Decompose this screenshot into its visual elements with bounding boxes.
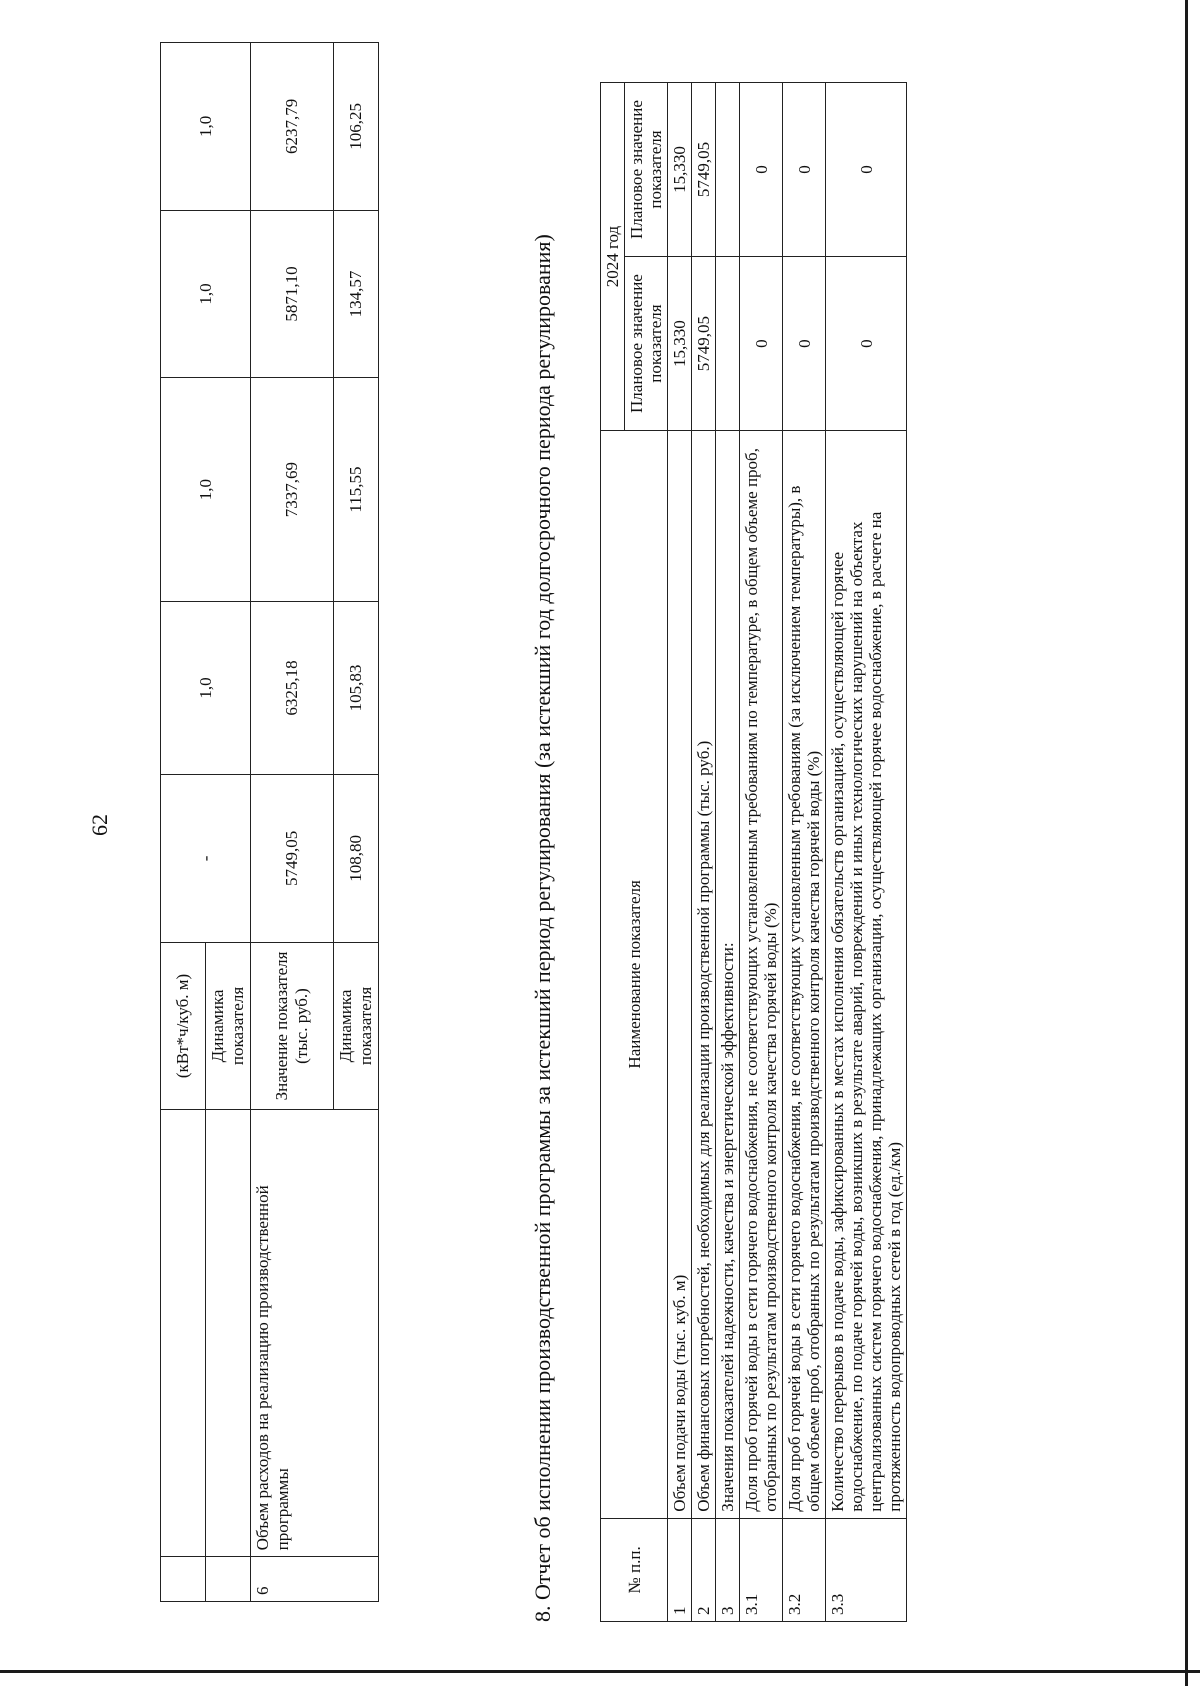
row-value: 0: [826, 257, 907, 431]
column-header-year: 2024 год: [601, 83, 625, 431]
dynamics-value: 1,0: [161, 601, 251, 774]
row-value: [716, 83, 740, 257]
table-row: [161, 43, 206, 1602]
row-number: 3.1: [740, 1518, 783, 1621]
row-number: 3: [716, 1518, 740, 1621]
dynamics-cell: 134,57: [334, 210, 379, 378]
value-label: Значение показателя (тыс. руб.): [251, 942, 334, 1110]
table-row: [692, 83, 716, 1622]
item-number: 6: [251, 1557, 379, 1602]
dynamics-label: Динамика показателя: [334, 942, 379, 1110]
row-value: [716, 257, 740, 431]
row-number: 3.3: [826, 1518, 907, 1621]
value-cell: 6325,18: [251, 601, 334, 774]
value-cell: 5749,05: [251, 775, 334, 943]
value-cell: 5871,10: [251, 210, 334, 378]
dynamics-value: 1,0: [161, 378, 251, 602]
rotated-content: [140, 32, 1060, 1652]
table-cell: [206, 1557, 251, 1602]
dynamics-label: Динамика показателя: [206, 942, 251, 1110]
column-header-name: Наименование показателя: [601, 431, 668, 1519]
table-cell: [161, 1557, 206, 1602]
row-value: 0: [740, 83, 783, 257]
row-name: Объем финансовых потребностей, необходимых для реализации производственной программы (тыс. руб.): [692, 431, 716, 1519]
table-row: [826, 83, 907, 1622]
row-value: 15,330: [668, 83, 692, 257]
table-row: [668, 83, 692, 1622]
indicator-table-continued: [160, 42, 379, 1602]
dynamics-value: 1,0: [161, 43, 251, 211]
table-cell: [206, 1110, 251, 1557]
item-name: Объем расходов на реализацию производственной программы: [251, 1110, 379, 1557]
row-name: Количество перерывов в подаче воды, зафиксированных в местах исполнения обязательств организацией, осуществляющей горячее водоснабжение, по подаче горячей воды, возникших в результате аварий, повреждений и иных технологических нарушений на объектах централизованных систем горячего водоснабжения, принадлежащих организации, осуществляющей горячее водоснабжение, в расчете на протяженность водопроводных сетей в год (ед./км): [826, 431, 907, 1519]
dynamics-value: 1,0: [161, 210, 251, 378]
row-name: Доля проб горячей воды в сети горячего водоснабжения, не соответствующих установленным требованиям (за исключением температуры), в общем объеме проб, отобранных по результатам производственного контроля качества горячей воды (%): [783, 431, 826, 1519]
dynamics-value: -: [161, 775, 251, 943]
dynamics-cell: 105,83: [334, 601, 379, 774]
value-cell: 7337,69: [251, 378, 334, 602]
table-header-row: [601, 83, 625, 1622]
scan-edge-bottom: [0, 1670, 1200, 1673]
row-value: 0: [783, 257, 826, 431]
unit-cell: (кВт*ч/куб. м): [161, 942, 206, 1110]
row-name: Объем подачи воды (тыс. куб. м): [668, 431, 692, 1519]
row-value: 0: [826, 83, 907, 257]
landscape-content: [140, 32, 1060, 1652]
row-name: Доля проб горячей воды в сети горячего водоснабжения, не соответствующих установленным требованиям по температуре, в общем объеме проб, отобранных по результатам производственного контроля качества горячей воды (%): [740, 431, 783, 1519]
row-number: 1: [668, 1518, 692, 1621]
table-row: [716, 83, 740, 1622]
program-report-table: [600, 82, 907, 1622]
row-value: 5749,05: [692, 83, 716, 257]
table-row: [783, 83, 826, 1622]
column-header-plan: Плановое значение показателя: [625, 83, 668, 257]
row-value: 15,330: [668, 257, 692, 431]
table-row: [251, 43, 334, 1602]
table-row: [740, 83, 783, 1622]
scan-edge-right: [1185, 0, 1188, 1686]
dynamics-cell: 108,80: [334, 775, 379, 943]
row-value: 0: [740, 257, 783, 431]
row-value: 0: [783, 83, 826, 257]
column-header-number: № п.п.: [601, 1518, 668, 1621]
column-header-plan: Плановое значение показателя: [625, 257, 668, 431]
dynamics-cell: 106,25: [334, 43, 379, 211]
page-number: 62: [87, 814, 112, 836]
section-title: 8. Отчет об исполнении производственной программы за истекший период регулирования (за истекший год долгосрочного периода регулирования): [530, 234, 555, 1622]
row-number: 3.2: [783, 1518, 826, 1621]
row-value: 5749,05: [692, 257, 716, 431]
row-number: 2: [692, 1518, 716, 1621]
value-cell: 6237,79: [251, 43, 334, 211]
table-cell: [161, 1110, 206, 1557]
dynamics-cell: 115,55: [334, 378, 379, 602]
row-name: Значения показателей надежности, качества и энергетической эффективности:: [716, 431, 740, 1519]
